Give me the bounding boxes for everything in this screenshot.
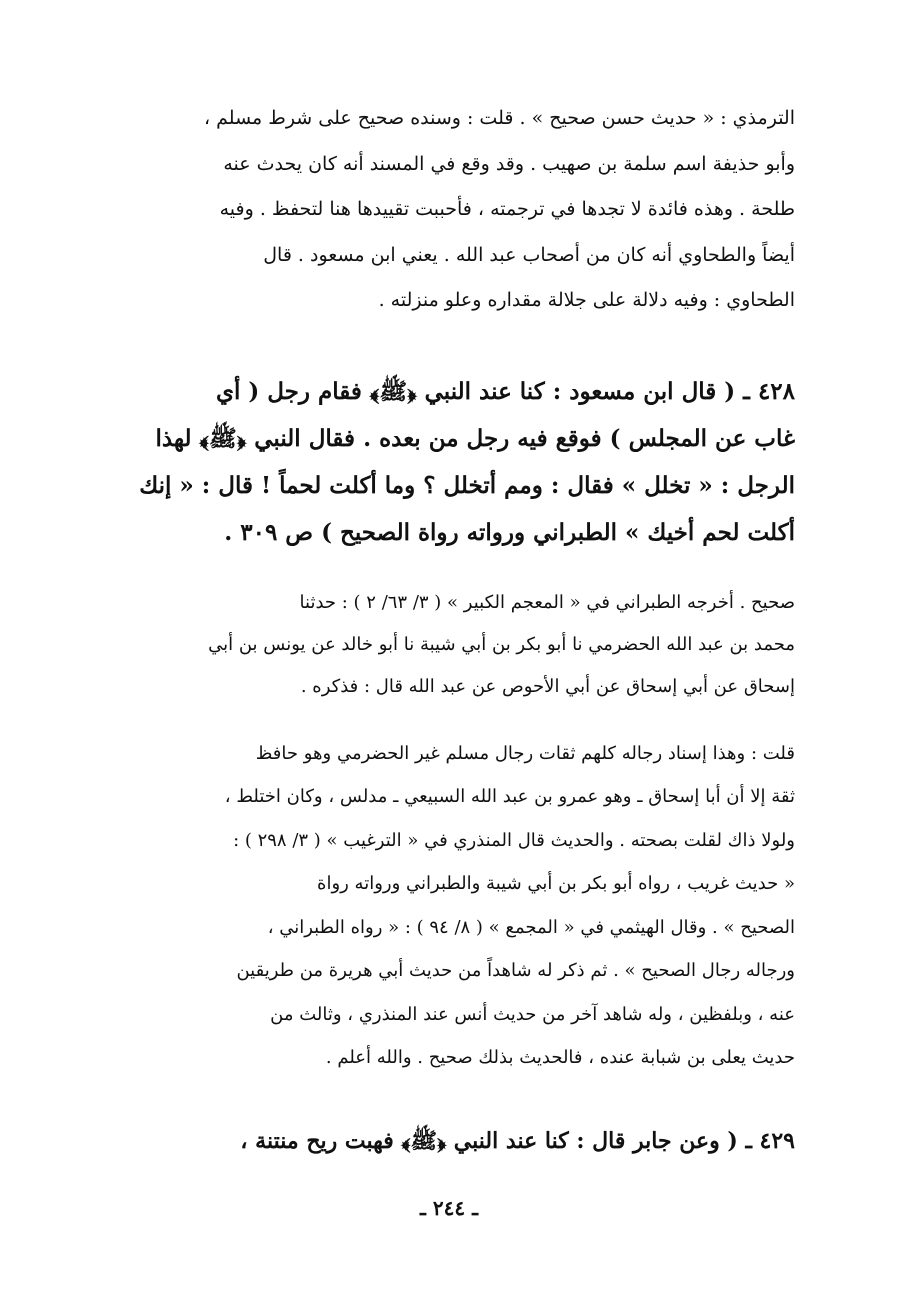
hadith-line: ٤٢٩ ـ ( وعن جابر قال : كنا عند النبي ﴿ﷺ﴾ فهبت ريح منتنة ، <box>240 1127 795 1154</box>
text-line: طلحة . وهذه فائدة لا تجدها في ترجمته ، فأحببت تقييدها هنا لتحفظ . وفيه <box>219 198 795 220</box>
hadith-line: الرجل : « تخلل » فقال : ومم أتخلل ؟ وما أكلت لحماً ! قال : « إنك <box>139 471 795 499</box>
text-line: إسحاق عن أبي إسحاق عن أبي الأحوص عن عبد الله قال : فذكره . <box>300 675 795 697</box>
hadith-line: ٤٢٨ ـ ( قال ابن مسعود : كنا عند النبي ﴿ﷺ﴾ فقام رجل ( أي <box>215 377 795 405</box>
takhrij-428 <box>110 582 795 708</box>
text-line: ولولا ذاك لقلت بصحته . والحديث قال المنذري في « الترغيب » ( ٣/ ٢٩٨ ) : <box>233 829 795 851</box>
text-line: ورجاله رجال الصحيح » . ثم ذكر له شاهداً من حديث أبي هريرة من طريقين <box>236 960 795 981</box>
text-line: ثقة إلا أن أبا إسحاق ـ وهو عمرو بن عبد الله السبيعي ـ مدلس ، وكان اختلط ، <box>224 786 795 807</box>
text-line: وأبو حذيفة اسم سلمة بن صهيب . وقد وقع في المسند أنه كان يحدث عنه <box>223 152 795 175</box>
text-line: حديث يعلى بن شبابة عنده ، فالحديث بذلك صحيح . والله أعلم . <box>325 1047 795 1068</box>
intro-paragraph <box>110 96 795 324</box>
hadith-line: غاب عن المجلس ) فوقع فيه رجل من بعده . فقال النبي ﴿ﷺ﴾ لهذا <box>155 424 795 452</box>
page-number: ـ ٢٤٤ ـ <box>420 1196 478 1220</box>
text-line: قلت : وهذا إسناد رجاله كلهم ثقات رجال مسلم غير الحضرمي وهو حافظ <box>255 742 795 764</box>
text-line: الصحيح » . وقال الهيثمي في « المجمع » ( ٨/ ٩٤ ) : « رواه الطبراني ، <box>267 916 795 938</box>
text-line: « حديث غريب ، رواه أبو بكر بن أبي شيبة والطبراني ورواته رواة <box>317 873 795 894</box>
text-line: عنه ، وبلفظين ، وله شاهد آخر من حديث أنس عند المنذري ، وثالث من <box>270 1003 795 1025</box>
text-line: الطحاوي : وفيه دلالة على جلالة مقداره وعلو منزلته . <box>378 289 795 311</box>
text-line: أيضاً والطحاوي أنه كان من أصحاب عبد الله . يعني ابن مسعود . قال <box>263 243 795 266</box>
hadith-428 <box>110 368 795 556</box>
text-line: صحيح . أخرجه الطبراني في « المعجم الكبير » ( ٣/ ٦٣/ ٢ ) : حدثنا <box>299 591 795 613</box>
comment-428 <box>110 732 795 1080</box>
text-line: محمد بن عبد الله الحضرمي نا أبو بكر بن أبي شيبة نا أبو خالد عن يونس بن أبي <box>208 633 795 655</box>
hadith-line: أكلت لحم أخيك » الطبراني ورواته رواة الصحيح ) ص ٣٠٩ . <box>224 518 795 546</box>
text-line: الترمذي : « حديث حسن صحيح » . قلت : وسنده صحيح على شرط مسلم ، <box>203 107 795 129</box>
page-body <box>110 96 795 1164</box>
hadith-429 <box>110 1118 795 1164</box>
